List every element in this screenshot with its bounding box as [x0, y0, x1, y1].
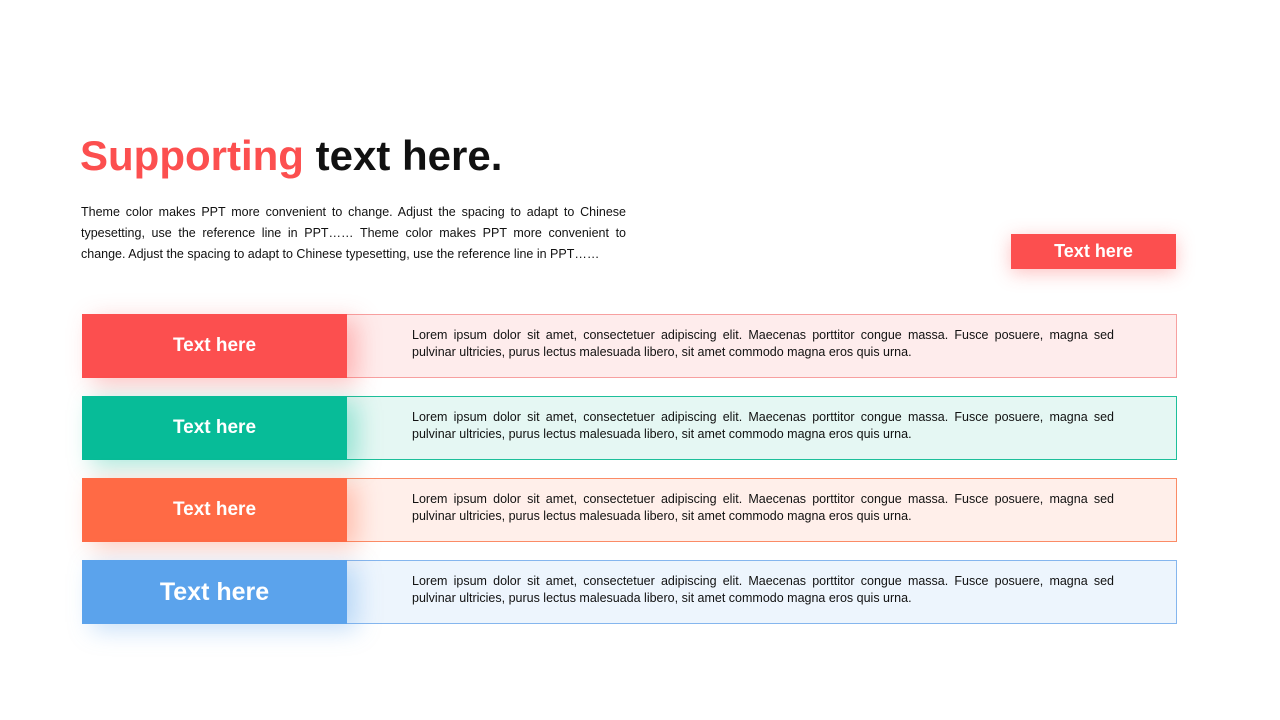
feature-row-2: [82, 396, 1177, 460]
tag-badge: Text here: [1011, 234, 1176, 269]
slide-title: [80, 130, 502, 182]
intro-paragraph: Theme color makes PPT more convenient to change. Adjust the spacing to adapt to Chinese typesetting, use the reference line in PPT…… Theme color makes PPT more convenient to change. Adjust the spacing to adapt to Chinese typesetting, use the reference line in PPT……: [81, 205, 626, 261]
feature-row-text: Lorem ipsum dolor sit amet, consectetuer adipiscing elit. Maecenas porttitor congue massa. Fusce posuere, magna sed pulvinar ultricies, purus lectus malesuada libero, sit amet commodo magna eros quis urna.: [412, 492, 1114, 523]
feature-row-3: [82, 478, 1177, 542]
feature-row-4: [82, 560, 1177, 624]
title-rest: text here.: [303, 132, 503, 179]
feature-row-label: Text here: [82, 314, 347, 378]
feature-row-label: Text here: [82, 560, 347, 624]
feature-row-label: Text here: [82, 478, 347, 542]
feature-row-text: Lorem ipsum dolor sit amet, consectetuer adipiscing elit. Maecenas porttitor congue massa. Fusce posuere, magna sed pulvinar ultricies, purus lectus malesuada libero, sit amet commodo magna eros quis urna.: [412, 410, 1114, 441]
feature-row-label: Text here: [82, 396, 347, 460]
feature-row-text: Lorem ipsum dolor sit amet, consectetuer adipiscing elit. Maecenas porttitor congue massa. Fusce posuere, magna sed pulvinar ultricies, purus lectus malesuada libero, sit amet commodo magna eros quis urna.: [412, 328, 1114, 359]
feature-row-text: Lorem ipsum dolor sit amet, consectetuer adipiscing elit. Maecenas porttitor congue massa. Fusce posuere, magna sed pulvinar ultricies, purus lectus malesuada libero, sit amet commodo magna eros quis urna.: [412, 574, 1114, 605]
title-accent: Supporting: [80, 132, 304, 179]
feature-row-1: [82, 314, 1177, 378]
feature-rows: [82, 314, 1177, 642]
